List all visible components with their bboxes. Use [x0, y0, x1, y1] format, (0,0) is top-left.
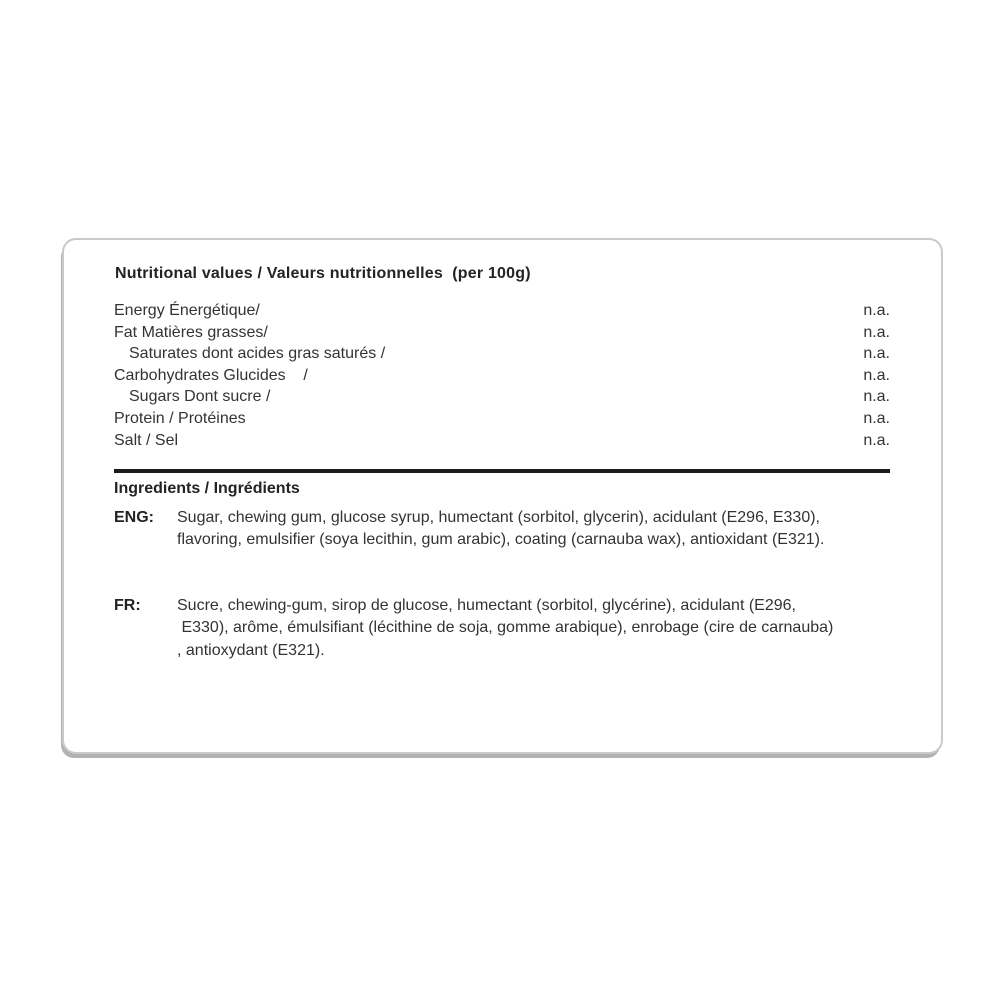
nutrient-name: Salt / Sel: [114, 431, 179, 449]
ingredients-fr-label: FR:: [114, 597, 141, 614]
nutrition-row-saturates: [114, 343, 890, 365]
nutrition-row-sugars: [114, 386, 890, 408]
section-divider-rule: [114, 469, 890, 473]
nutrient-name: Sugars Dont sucre /: [129, 388, 271, 406]
nutrient-name: Energy Énergétique/: [114, 302, 260, 319]
nutrient-value: n.a.: [863, 323, 890, 341]
nutrient-value: n.a.: [863, 366, 890, 384]
nutrition-row-carbohydrates: [114, 365, 890, 387]
nutrition-row-energy: [114, 300, 890, 322]
nutrient-value: n.a.: [863, 388, 890, 406]
nutrient-name: Carbohydrates Glucides /: [114, 366, 308, 384]
ingredients-eng-label: ENG:: [114, 509, 154, 526]
nutrition-row-fat: [114, 322, 890, 344]
ingredients-eng-text: [177, 507, 824, 552]
ingredients-eng-line-1: Sugar, chewing gum, glucose syrup, humectant (sorbitol, glycerin), acidulant (E296, E330),: [177, 509, 820, 526]
nutrition-label-card: [62, 238, 943, 754]
ingredients-fr-line-2: E330), arôme, émulsifiant (lécithine de soja, gomme arabique), enrobage (cire de carnauba): [177, 619, 834, 637]
nutrition-table: [114, 300, 890, 451]
nutrient-value: n.a.: [863, 431, 890, 449]
ingredients-fr-section: [114, 595, 921, 662]
nutrient-value: n.a.: [863, 345, 890, 363]
nutrient-name: Fat Matières grasses/: [114, 323, 268, 341]
ingredients-eng-section: [114, 507, 921, 552]
ingredients-fr-line-3: , antioxydant (E321).: [177, 641, 325, 659]
ingredients-heading: Ingredients / Ingrédients: [114, 480, 300, 497]
nutrient-value: n.a.: [863, 409, 890, 427]
ingredients-eng-line-2: flavoring, emulsifier (soya lecithin, gum arabic), coating (carnauba wax), antioxidant (E321).: [177, 531, 825, 549]
ingredients-fr-line-1: Sucre, chewing-gum, sirop de glucose, humectant (sorbitol, glycérine), acidulant (E296,: [177, 597, 796, 614]
nutrition-row-protein: [114, 408, 890, 430]
ingredients-fr-text: [177, 595, 833, 662]
nutrient-name: Saturates dont acides gras saturés /: [129, 345, 386, 363]
nutrition-row-salt: [114, 430, 890, 452]
nutrient-name: Protein / Protéines: [114, 409, 246, 427]
nutrient-value: n.a.: [863, 302, 890, 319]
nutrition-title: Nutritional values / Valeurs nutritionnelles (per 100g): [115, 265, 531, 282]
